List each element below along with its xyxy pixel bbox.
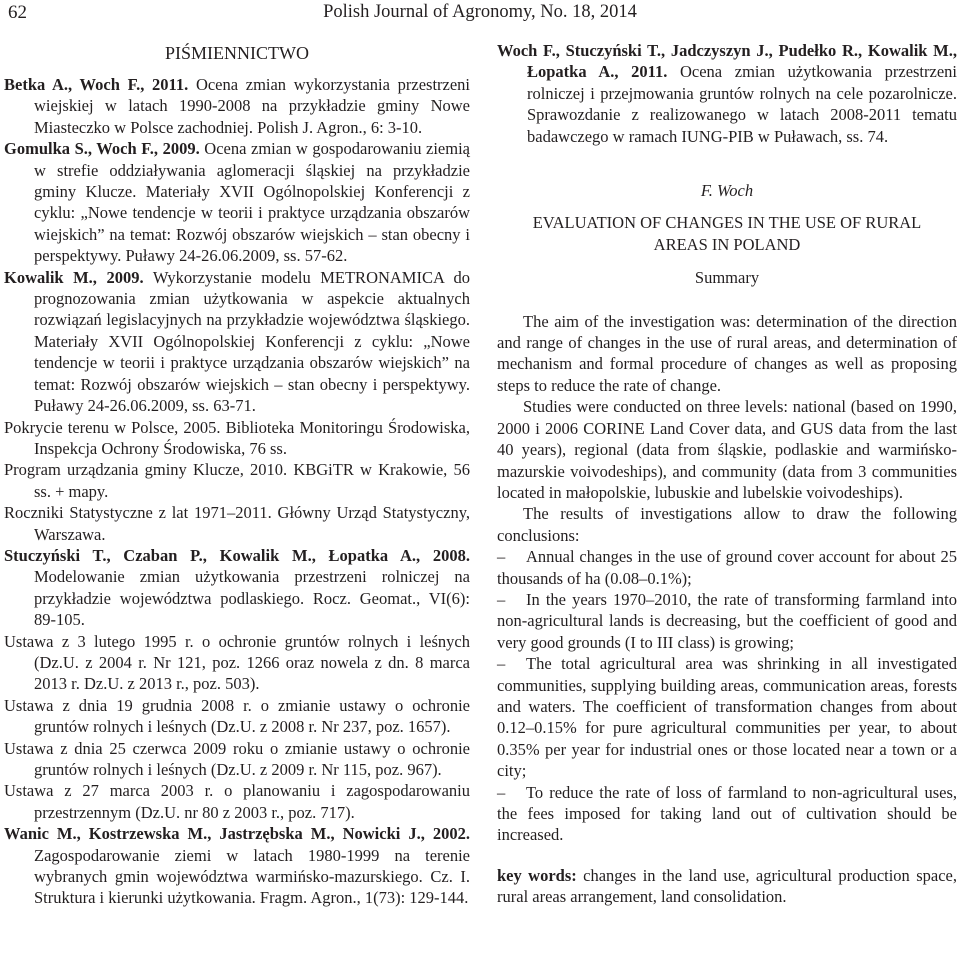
dash-bullet: – (497, 547, 506, 567)
reference-entry (4, 138, 470, 266)
conclusion-item (497, 653, 957, 781)
reference-text: Wykorzystanie modelu METRONAMICA do prognozowania zmian użytkowania w aspekcie aktualnych rozwiązań legislacyjnych na przykładzie województwa śląskiego. Materiały XVII Ogólnopolskiej Konferencji z cyklu: „Nowe tendencje w teorii i praktyce urządzania obszarów wiejskich” na temat: Rozwój obszarów wiejskich – stan obecny i perspektywy. Puławy 24-26.06.2009, ss. 63-71. (34, 267, 471, 416)
reference-text: Pokrycie terenu w Polsce, 2005. Biblioteka Monitoringu Środowiska, Inspekcja Ochrony Środowiska, 76 ss. (4, 417, 470, 458)
references-heading: PIŚMIENNICTWO (165, 43, 309, 63)
conclusion-text: The total agricultural area was shrinking in all investigated communities, supplying building areas, communication areas, forests and waters. The coefficient of transformation changes from about 0.12–0.15% for pure agricultural communities per year, to about 0.35% per year for industrial ones or those located near a town or a city; (497, 654, 957, 781)
reference-entry (4, 459, 470, 502)
dash-bullet: – (497, 782, 506, 802)
summary-title-line2: AREAS IN POLAND (653, 234, 801, 254)
reference-text: Ocena zmian w gospodarowaniu ziemią w strefie oddziaływania aglomeracji śląskiej na przykładzie gminy Klucze. Materiały XVII Ogólnopolskiej Konferencji z cyklu: „Nowe tendencje w teorii i praktyce urządzania obszarów wiejskich” na temat: Rozwój obszarów wiejskich – stan obecny i perspektywy. Puławy 24-26.06.2009, ss. 57-62. (34, 139, 470, 266)
reference-authors: Gomulka S., Woch F., 2009. (4, 139, 200, 159)
reference-text: Ustawa z dnia 25 czerwca 2009 roku o zmianie ustawy o ochronie gruntów rolnych i leśnych (Dz.U. z 2009 r. Nr 115, poz. 967). (4, 738, 470, 779)
reference-text: Ocena zmian użytkowania przestrzeni rolniczej i przejmowania gruntów rolnych na cele pozarolnicze. Sprawozdanie z realizowanego w latach 2008-2011 tematu badawczego w ramach IUNG-PIB w Puławach, ss. 74. (527, 62, 957, 146)
reference-entry (4, 823, 470, 909)
conclusion-text: In the years 1970–2010, the rate of transforming farmland into non-agricultural lands is decreasing, but the coefficient of good and very good grounds (I to III class) is growing; (497, 589, 957, 652)
reference-text: Zagospodarowanie ziemi w latach 1980-1999 na terenie wybranych gmin województwa warmińsko-mazurskiego. Cz. I. Struktura i kierunki użytkowania. Fragm. Agron., 1(73): 129-144. (34, 845, 470, 908)
reference-text: Ustawa z dnia 19 grudnia 2008 r. o zmianie ustawy o ochronie gruntów rolnych i leśnych (Dz.U. z 2008 r. Nr 237, poz. 1657). (4, 695, 470, 737)
conclusion-item (497, 546, 957, 589)
reference-entry (4, 738, 470, 781)
reference-entry (4, 780, 470, 823)
reference-authors: Wanic M., Kostrzewska M., Jastrzębska M., Nowicki J., 2002. (4, 824, 470, 844)
keywords (497, 865, 957, 908)
conclusion-item (497, 589, 957, 653)
reference-entry (4, 502, 470, 545)
summary-paragraph: The aim of the investigation was: determination of the direction and range of changes in the use of rural areas, and determination of mechanism and formal procedure of changes as well as proposing steps to reduce the rate of change. (497, 311, 957, 395)
reference-text: Modelowanie zmian użytkowania przestrzeni rolniczej na przykładzie województwa podlaskiego. Rocz. Geomat., VI(6): 89-105. (34, 567, 470, 630)
conclusion-text: To reduce the rate of loss of farmland to non-agricultural uses, the fees imposed for taking land out of cultivation should be increased. (497, 782, 957, 845)
reference-text: Ocena zmian wykorzystania przestrzeni wiejskiej w latach 1990-2008 na przykładzie gminy Nowe Miasteczko w Polsce zachodniej. Polish J. Agron., 6: 3-10. (34, 75, 470, 137)
reference-text: Ustawa z 27 marca 2003 r. o planowaniu i zagospodarowaniu przestrzennym (Dz.U. nr 80 z 2003 r., poz. 717). (4, 781, 470, 822)
reference-entry (4, 545, 470, 631)
conclusion-item (497, 782, 957, 846)
summary-paragraph: Studies were conducted on three levels: national (based on 1990, 2000 i 2006 CORINE Land Cover data, and GUS data from the last 40 years), regional (data from śląskie, podlaskie and warmińsko-mazurskie voivodeships), and community (data from 3 communities located in małopolskie, lubuskie and lubelskie voivodeships). (497, 397, 957, 502)
references-list (4, 74, 470, 909)
reference-text: Roczniki Statystyczne z lat 1971–2011. Główny Urząd Statystyczny, Warszawa. (4, 503, 470, 544)
reference-entry (497, 40, 957, 147)
reference-text: Program urządzania gminy Klucze, 2010. KBGiTR w Krakowie, 56 ss. + mapy. (4, 460, 470, 501)
summary-paragraph: The results of investigations allow to draw the following conclusions: (497, 504, 957, 545)
references-list-continued (497, 40, 957, 147)
references-column (4, 40, 470, 909)
dash-bullet: – (497, 589, 506, 609)
reference-authors: Woch F., Stuczyński T., Jadczyszyn J., Pudełko R., Kowalik M., Łopatka A., 2011. (497, 41, 957, 82)
reference-entry (4, 631, 470, 695)
running-header: Polish Journal of Agronomy, No. 18, 2014 (323, 2, 637, 22)
page-number: 62 (8, 2, 27, 23)
dash-bullet: – (497, 654, 506, 674)
reference-text: Ustawa z 3 lutego 1995 r. o ochronie gruntów rolnych i leśnych (Dz.U. z 2004 r. Nr 121, poz. 1266 oraz nowela z dn. 8 marca 2013 r. Dz.U. z 2013 r., poz. 503). (4, 631, 470, 694)
reference-entry (4, 267, 470, 417)
summary-author: F. Woch (700, 181, 754, 201)
summary-title-line1: EVALUATION OF CHANGES IN THE USE OF RURAL (532, 213, 922, 233)
keywords-label: key words: (497, 865, 577, 885)
conclusion-text: Annual changes in the use of ground cover account for about 25 thousands of ha (0.08–0.1%); (497, 547, 957, 588)
summary-column (497, 40, 957, 908)
reference-entry (4, 74, 470, 138)
keywords-text: changes in the land use, agricultural production space, rural areas arrangement, land consolidation. (497, 865, 957, 907)
summary-heading: Summary (694, 268, 760, 288)
reference-entry (4, 695, 470, 738)
reference-entry (4, 417, 470, 460)
reference-authors: Betka A., Woch F., 2011. (4, 75, 189, 94)
reference-authors: Kowalik M., 2009. (4, 267, 144, 287)
reference-authors: Stuczyński T., Czaban P., Kowalik M., Łopatka A., 2008. (4, 545, 470, 565)
